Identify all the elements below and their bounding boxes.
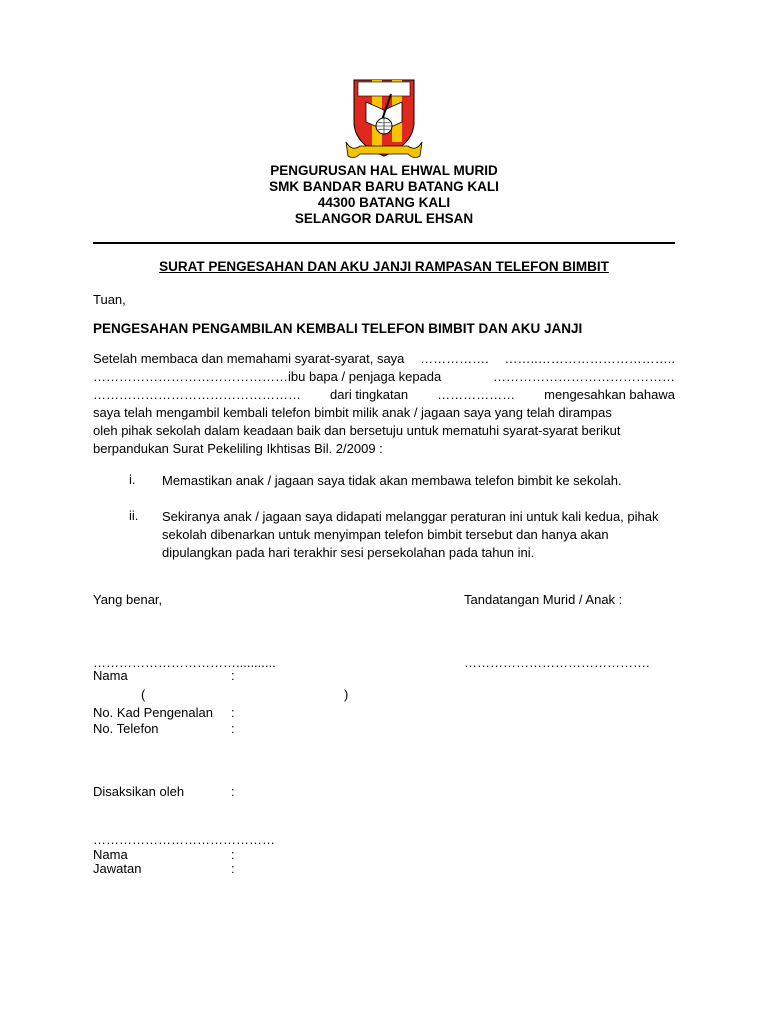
phone-colon: : — [231, 721, 235, 736]
paragraph-text: dari tingkatan — [330, 387, 409, 402]
paren-close: ) — [344, 687, 349, 702]
item-text: Sekiranya anak / jagaan saya didapati melanggar peraturan ini untuk kali kedua, pihak sekolah dibenarkan untuk menyimpan telefon bimbit tersebut dan hanya akan dipulangkan pada hari terakhir sesi persekolahan pada tahun ini. — [162, 509, 659, 560]
item-number: ii. — [129, 508, 139, 523]
parent-signature-line: ……………………………........... — [93, 655, 276, 670]
name-label: Nama — [93, 668, 128, 683]
paragraph-text: mengesahkan bahawa — [544, 387, 675, 402]
student-signature-line: ……………………………………. — [464, 655, 650, 670]
paragraph-text: berpandukan Surat Pekeliling Ikhtisas Bil. 2/2009 : — [93, 441, 383, 456]
name-blank: ……..………………………….. — [504, 351, 675, 366]
yang-benar-label: Yang benar, — [93, 592, 163, 607]
school-header — [0, 163, 768, 227]
witness-position-colon: : — [231, 861, 235, 876]
header-line-2: SMK BANDAR BARU BATANG KALI — [269, 179, 499, 194]
child-name-blank: ………………………………………… — [93, 387, 301, 402]
witness-label: Disaksikan oleh — [93, 784, 185, 799]
paren-open: ( — [141, 687, 146, 702]
header-line-3: 44300 BATANG KALI — [317, 195, 451, 210]
header-line-1: PENGURUSAN HAL EHWAL MURID — [270, 163, 498, 178]
paragraph-line — [93, 368, 675, 386]
paragraph-text: saya telah mengambil kembali telefon bimbit milik anak / jagaan saya yang telah dirampas — [93, 405, 612, 420]
paragraph-line — [93, 350, 675, 368]
paragraph-text: ………………………………………ibu bapa / penjaga kepada — [93, 369, 442, 384]
witness-position-label: Jawatan — [93, 861, 142, 876]
ic-colon: : — [231, 705, 235, 720]
paragraph-line — [93, 440, 675, 458]
name-blank: ……………. — [420, 351, 489, 366]
witness-name-colon: : — [231, 847, 235, 862]
declaration-paragraph — [93, 350, 675, 458]
letter-title: SURAT PENGESAHAN DAN AKU JANJI RAMPASAN TELEFON BIMBIT — [159, 259, 609, 274]
item-number: i. — [129, 472, 136, 487]
ic-label: No. Kad Pengenalan — [93, 705, 213, 720]
subheading: PENGESAHAN PENGAMBILAN KEMBALI TELEFON BIMBIT DAN AKU JANJI — [93, 321, 583, 336]
paragraph-line — [93, 404, 675, 422]
child-name-blank: …………………………………… — [493, 369, 675, 384]
form-level-blank: ……………… — [437, 387, 516, 402]
phone-label: No. Telefon — [93, 721, 159, 736]
witness-signature-line: …………………………………… — [93, 832, 275, 847]
paragraph-line — [93, 386, 675, 404]
witness-colon: : — [231, 784, 235, 799]
witness-name-label: Nama — [93, 847, 128, 862]
paragraph-text: Setelah membaca dan memahami syarat-syarat, saya — [93, 351, 405, 366]
school-crest-logo — [344, 72, 424, 164]
name-colon: : — [231, 668, 235, 683]
paragraph-line — [93, 422, 675, 440]
header-divider — [93, 242, 675, 244]
student-signature-label: Tandatangan Murid / Anak : — [464, 592, 623, 607]
item-text: Memastikan anak / jagaan saya tidak akan membawa telefon bimbit ke sekolah. — [162, 473, 622, 488]
header-line-4: SELANGOR DARUL EHSAN — [294, 211, 474, 226]
paragraph-text: oleh pihak sekolah dalam keadaan baik dan bersetuju untuk mematuhi syarat-syarat berikut — [93, 423, 621, 438]
salutation: Tuan, — [93, 292, 126, 307]
